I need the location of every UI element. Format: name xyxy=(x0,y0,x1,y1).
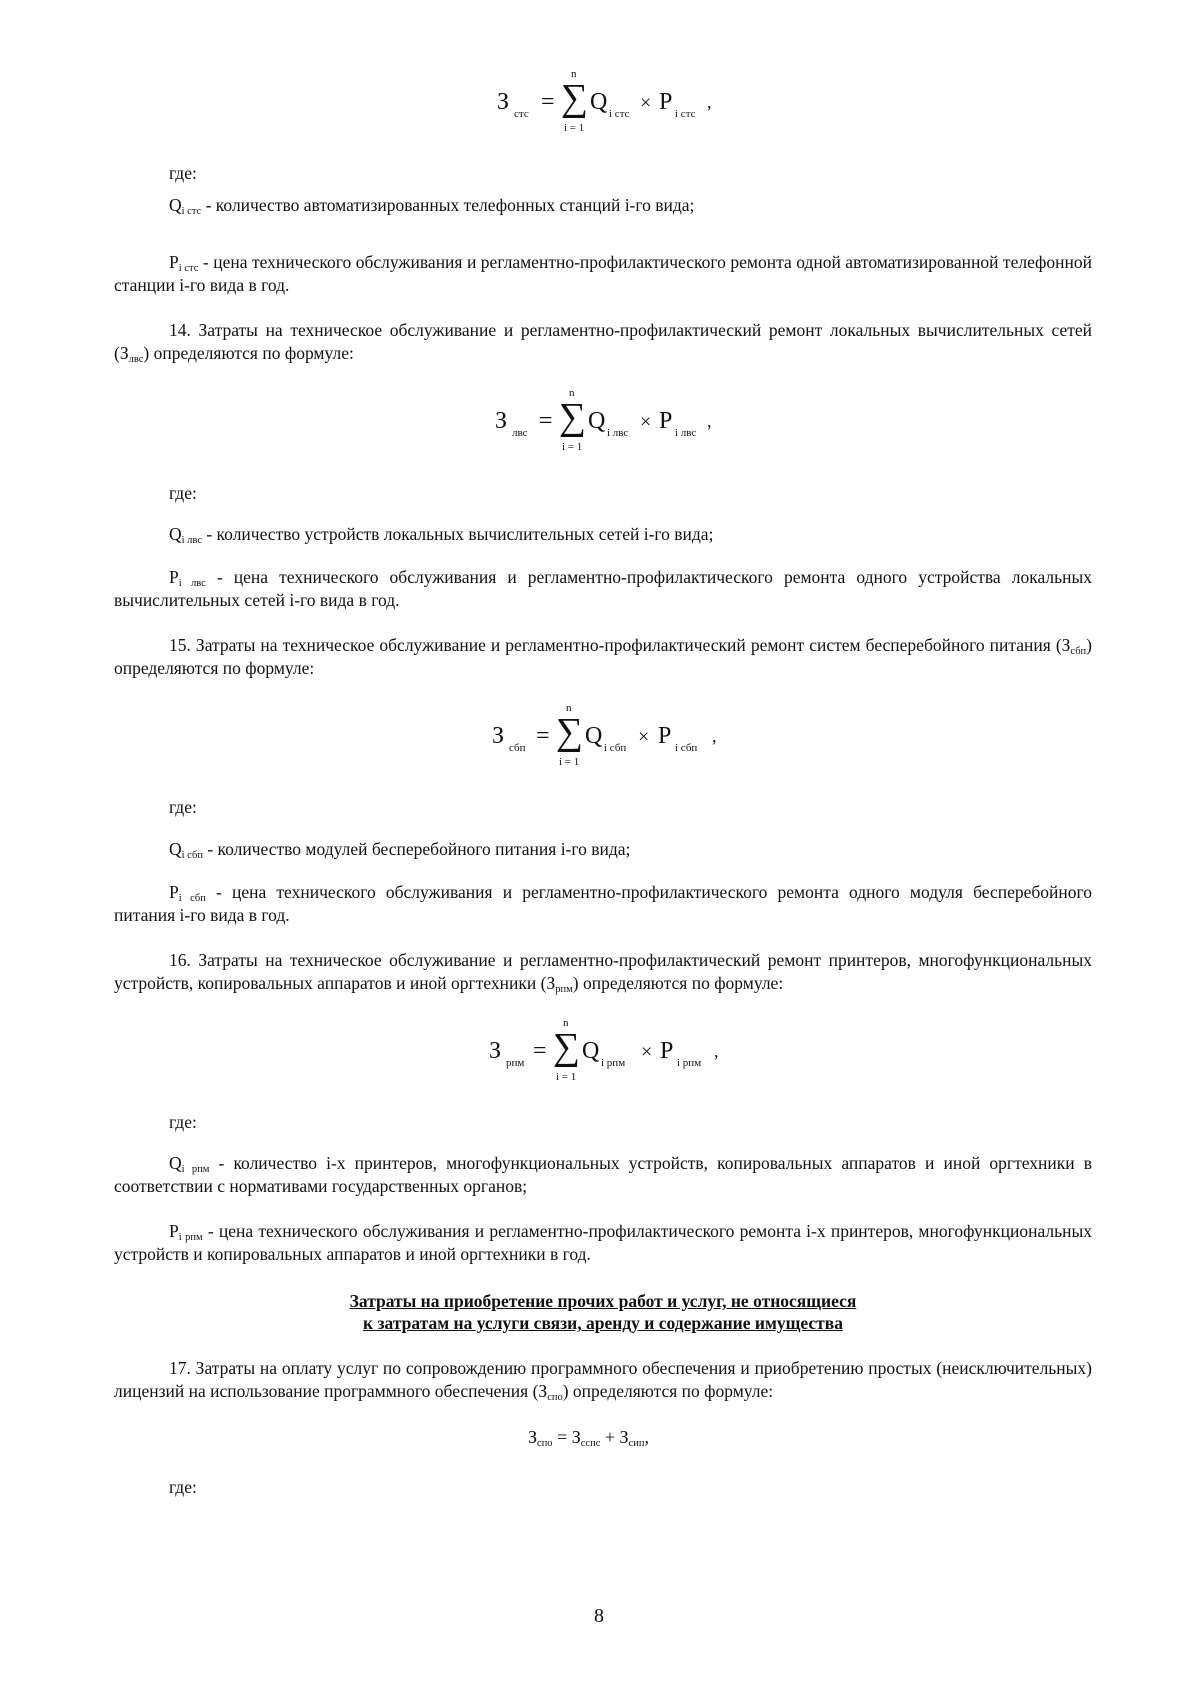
formula-rpm xyxy=(489,1019,789,1099)
equals-sign: = xyxy=(536,723,550,749)
sum-upper-limit: n xyxy=(569,387,575,399)
multiply-sign: × xyxy=(638,726,650,748)
formula-p: P xyxy=(659,408,673,434)
where-label: где: xyxy=(169,163,197,183)
formula-lvs xyxy=(495,389,795,469)
multiply-sign: × xyxy=(640,411,652,433)
formula-q: Q xyxy=(582,1038,600,1064)
definition-p-lvs: $P_{i лвс}$ - цена технического обслуживания и регламентно-профилактического ремонта одного устройства локальных вычислительных сетей i-го вида в год. xyxy=(114,567,1093,610)
formula-comma: , xyxy=(714,1041,719,1061)
formula-comma: , xyxy=(707,92,712,112)
equals-sign: = xyxy=(539,408,553,434)
sum-sign: ∑ xyxy=(553,1026,581,1068)
sum-lower-limit: i = 1 xyxy=(562,441,583,453)
formula-q-subscript: i стс xyxy=(609,108,630,120)
sum-sign: ∑ xyxy=(561,77,589,119)
section-heading-line-1: Затраты на приобретение прочих работ и услуг, не относящиеся xyxy=(349,1291,857,1311)
page-number: 8 xyxy=(594,1605,604,1627)
definition-p-rpm: $P_{i рпм}$ - цена технического обслуживания и регламентно-профилактического ремонта i-х принтеров, многофункциональных устройств и копировальных аппаратов и иной оргтехники в год. xyxy=(114,1221,1092,1264)
definition-p-sbp: $P_{i сбп}$ - цена технического обслуживания и регламентно-профилактического ремонта одного модуля бесперебойного питания i-го вида в год. xyxy=(114,882,1093,925)
paragraph-15: 15. Затраты на техническое обслуживание и регламентно-профилактический ремонт систем бесперебойного питания $(З_{сбп})$ определяются по формуле: xyxy=(114,635,1092,678)
formula-p-subscript: i сбп xyxy=(675,742,698,754)
formula-symbol: З xyxy=(497,89,510,115)
formula-p-subscript: i рпм xyxy=(677,1057,702,1069)
formula-q: Q xyxy=(585,723,603,749)
definition-q-stc: $Q_{i стс}$ - количество автоматизированных телефонных станций i-го вида; xyxy=(169,195,695,217)
sum-sign: ∑ xyxy=(559,396,587,438)
formula-q-subscript: i лвс xyxy=(607,427,629,439)
formula-p: P xyxy=(660,1038,674,1064)
formula-comma: , xyxy=(712,726,717,746)
where-label: где: xyxy=(169,1477,197,1497)
paragraph-16: 16. Затраты на техническое обслуживание и регламентно-профилактический ремонт принтеров, многофункциональных устройств, копировальных аппаратов и иной оргтехники $(З_{рпм})$ определяются по формуле: xyxy=(114,950,1092,995)
formula-symbol: З xyxy=(489,1038,502,1064)
definition-q-rpm: $Q_{i рпм}$ - количество i-х принтеров, многофункциональных устройств, копировальных аппаратов и иной оргтехники в соответствии с нормативами государственных органов; xyxy=(114,1153,1092,1196)
formula-p-subscript: i лвс xyxy=(675,427,697,439)
formula-subscript: рпм xyxy=(506,1057,525,1069)
sum-lower-limit: i = 1 xyxy=(564,122,585,134)
formula-symbol: З xyxy=(495,408,508,434)
formula-symbol: З xyxy=(492,723,505,749)
formula-p: P xyxy=(659,89,673,115)
formula-q-subscript: i сбп xyxy=(604,742,627,754)
formula-stc xyxy=(497,70,797,150)
paragraph-17: 17. Затраты на оплату услуг по сопровождению программного обеспечения и приобретению простых (неисключительных) лицензий на использование программного обеспечения $(З_{спо})$ определяются по формуле: xyxy=(114,1358,1092,1403)
formula-sbp xyxy=(492,704,792,784)
section-heading xyxy=(114,1290,1092,1334)
definition-q-sbp: $Q_{i сбп}$ - количество модулей бесперебойного питания i-го вида; xyxy=(169,839,631,861)
formula-p: P xyxy=(658,723,672,749)
multiply-sign: × xyxy=(640,92,652,114)
where-label: где: xyxy=(169,797,197,817)
formula-subscript: стс xyxy=(514,108,529,120)
formula-subscript: сбп xyxy=(509,742,526,754)
multiply-sign: × xyxy=(641,1041,653,1063)
formula-comma: , xyxy=(707,411,712,431)
sum-upper-limit: n xyxy=(566,702,572,714)
formula-q-subscript: i рпм xyxy=(601,1057,626,1069)
formula-p-subscript: i стс xyxy=(675,108,696,120)
paragraph-14: 14. Затраты на техническое обслуживание и регламентно-профилактический ремонт локальных вычислительных сетей $(З_{лвс})$ определяются по формуле: xyxy=(114,320,1092,365)
formula-subscript: лвс xyxy=(512,427,528,439)
sum-lower-limit: i = 1 xyxy=(556,1071,577,1083)
formula-spo: $З_{спо} = З_{сспс} + З_{сип}$, xyxy=(528,1427,649,1449)
formula-q: Q xyxy=(590,89,608,115)
sum-lower-limit: i = 1 xyxy=(559,756,580,768)
where-label: где: xyxy=(169,1112,197,1132)
sum-sign: ∑ xyxy=(556,711,584,753)
sum-upper-limit: n xyxy=(563,1017,569,1029)
definition-p-stc: $P_{i стс}$ - цена технического обслуживания и регламентно-профилактического ремонта одной автоматизированной телефонной станции i-го вида в год. xyxy=(114,252,1092,295)
equals-sign: = xyxy=(533,1038,547,1064)
equals-sign: = xyxy=(541,89,555,115)
section-heading-line-2: к затратам на услуги связи, аренду и содержание имущества xyxy=(363,1313,843,1333)
sum-upper-limit: n xyxy=(571,68,577,80)
definition-q-lvs: $Q_{i лвс}$ - количество устройств локальных вычислительных сетей i-го вида; xyxy=(169,524,714,546)
formula-q: Q xyxy=(588,408,606,434)
where-label: где: xyxy=(169,483,197,503)
